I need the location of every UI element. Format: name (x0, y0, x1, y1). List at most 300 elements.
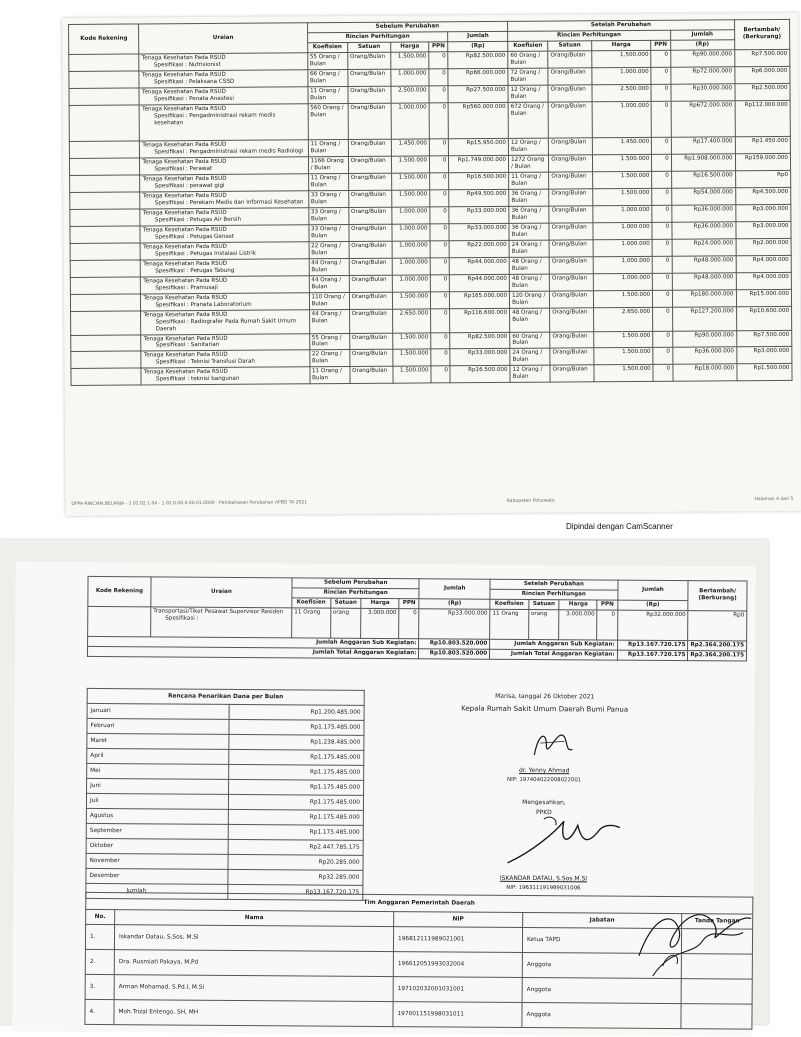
jumlah-cell: Rp90.000.000 (672, 330, 736, 347)
amount-cell: Rp1.175.485.000 (228, 779, 363, 795)
satuan-cell: Orang/Bulan (549, 138, 593, 155)
harga-cell: 1.000.000 (392, 241, 430, 258)
team-name-cell: Dra. Rusmiati Pakaya, M.Pd (114, 950, 393, 977)
selisih-cell: Rp3.000.000 (736, 221, 792, 238)
koefisien-cell: 60 Orang / Bulan (508, 51, 548, 68)
uraian-cell (140, 191, 308, 209)
ppn-cell: 0 (653, 307, 673, 331)
satuan-cell: Orang/Bulan (350, 367, 394, 384)
harga-cell: 1.500.000 (592, 154, 652, 171)
uraian-spec: Spesifikasi : Sanitarian (155, 342, 220, 349)
budget-table-page-2 (87, 576, 748, 662)
harga-cell: 1.500.000 (593, 290, 653, 307)
table-row (88, 606, 747, 641)
ppn-cell: 0 (653, 365, 673, 382)
satuan-cell: orang (330, 608, 361, 638)
selisih-cell: Rp2.000.000 (736, 238, 792, 255)
ppkd-name: ISKANDAR DATAU, S.Sos.M.SI (499, 874, 588, 883)
koefisien-cell: 33 Orang / Bulan (309, 224, 349, 241)
jumlah-cell: Rp33.000.000 (449, 206, 509, 223)
amount-cell: Rp2.447.785.175 (228, 839, 363, 855)
ppn-cell: 0 (431, 308, 451, 332)
footer-doc-id: DPPA-RINCIAN BELANJA - 1.02.02.1.04 - 1.02.0.00.0.00.01.0000 - Pembahasan Perubahan APBD TA 2021 (71, 500, 308, 507)
jumlah-cell: Rp16.500.000 (449, 172, 509, 189)
table-row (69, 100, 790, 141)
header-setelah-2: Setelah Perubahan (490, 579, 618, 590)
ppn-cell: 0 (651, 84, 671, 101)
disbursement-total-label: Jumlah (86, 883, 228, 899)
koefisien-cell: 11 Orang / Bulan (308, 173, 348, 190)
uraian-cell (141, 309, 309, 334)
satuan-cell: Orang/Bulan (348, 86, 392, 103)
selisih-cell: Rp112.000.000 (735, 100, 791, 136)
koefisien-cell: 33 Orang / Bulan (308, 190, 348, 207)
koefisien-cell: 22 Orang / Bulan (309, 241, 349, 258)
harga-cell: 1.500.000 (393, 366, 431, 383)
header-jumlah-p2a: Jumlah (419, 579, 490, 599)
harga-cell: 1.000.000 (593, 222, 653, 239)
harga-cell: 3.000.000 (361, 608, 399, 638)
page-footer (71, 497, 793, 507)
uraian-spec: Spesifikasi : Pengadministrasi rekam medis kesehatan (154, 112, 276, 127)
header-sat-p2a: Satuan (330, 598, 361, 608)
selisih-cell: Rp1.450.000 (735, 136, 791, 153)
jumlah-cell: Rp16.500.000 (450, 366, 510, 383)
header-harga-2: Harga (591, 40, 651, 50)
uraian-spec: Spesifikasi : Petugas Air Bersih (154, 216, 242, 224)
selisih-cell: Rp4.000.000 (736, 272, 792, 289)
budget-team-rows (85, 924, 753, 1029)
month-cell: September (86, 823, 228, 839)
uraian-spec: Spesifikasi : Radiografer Pada Rumah Sakit Umum Daerah (155, 317, 297, 332)
ppkd-nip: NIP: 196311191989031006 (506, 884, 581, 892)
uraian-cell (139, 53, 307, 71)
uraian-spec: Spesifikasi : Teknisi Transfusi Darah (155, 359, 255, 366)
uraian-title: Tenaga Kesehatan Pada RSUD (143, 260, 228, 268)
ppn-cell: 0 (652, 171, 672, 188)
sub-total-after: Rp13.167.720.175 (617, 640, 688, 650)
uraian-cell (140, 104, 308, 141)
uraian-spec: Spesifikasi : Pengadministrasi rekam medis Radiologi (154, 148, 304, 156)
jumlah-cell: Rp82.500.000 (450, 332, 510, 349)
satuan-cell: Orang/Bulan (549, 189, 593, 206)
ppn-cell: 0 (652, 222, 672, 239)
koefisien-cell: 11 Orang / Bulan (310, 367, 350, 384)
header-sat-p2b: Satuan (529, 599, 560, 609)
ppn-cell: 0 (652, 137, 672, 154)
month-cell: Desember (86, 868, 228, 884)
koefisien-cell: 36 Orang / Bulan (509, 206, 549, 223)
ppn-cell: 0 (431, 366, 451, 383)
satuan-cell: orang (528, 609, 559, 639)
jumlah-cell: Rp22.000.000 (450, 240, 510, 257)
kode-cell (69, 88, 140, 105)
koefisien-cell: 24 Orang / Bulan (509, 240, 549, 257)
month-cell: April (87, 748, 229, 764)
harga-cell: 1.500.000 (594, 365, 654, 382)
satuan-cell: Orang/Bulan (347, 52, 391, 69)
satuan-cell: Orang/Bulan (550, 273, 594, 290)
harga-cell: 1.500.000 (393, 292, 431, 309)
uraian-title: Tenaga Kesehatan Pada RSUD (142, 105, 227, 113)
team-nip-cell: 196812111989021001 (393, 927, 522, 953)
budget-team-title: Tim Anggaran Pemerintah Daerah (86, 892, 753, 914)
uraian-spec: Spesifikasi : Petugas Genset (154, 233, 234, 241)
header-sebelum: Sebelum Perubahan (307, 21, 508, 32)
harga-cell: 2.500.000 (391, 86, 429, 103)
harga-cell: 1.000.000 (392, 275, 430, 292)
amount-cell: Rp20.285.000 (228, 854, 363, 870)
kode-cell (71, 351, 142, 368)
team-header-nip: NIP (394, 912, 523, 928)
uraian-title: Tenaga Kesehatan Pada RSUD (142, 192, 227, 200)
uraian-title: Tenaga Kesehatan Pada RSUD (142, 175, 227, 183)
amount-cell: Rp1.175.485.000 (229, 764, 364, 780)
approval-label: Mengesahkan, (522, 798, 566, 807)
uraian-spec: Spesifikasi : Pranata Laboratorium (155, 301, 252, 308)
selisih-cell: Rp15.000.000 (736, 289, 792, 306)
ppn-cell: 0 (429, 52, 449, 69)
ppn-cell: 0 (651, 101, 671, 137)
budget-rows (69, 49, 792, 385)
selisih-cell: Rp7.500.000 (734, 49, 790, 66)
selisih-cell: Rp0 (688, 611, 747, 641)
koefisien-cell: 1166 Orang / Bulan (308, 156, 348, 173)
uraian-title: Tenaga Kesehatan Pada RSUD (141, 88, 226, 96)
harga-cell: 1.500.000 (593, 331, 653, 348)
harga-cell: 1.000.000 (593, 273, 653, 290)
ppn-cell: 0 (430, 274, 450, 291)
signature-block (395, 692, 755, 892)
jumlah-cell: Rp54.000.000 (671, 188, 735, 205)
team-no-cell: 2. (85, 949, 114, 974)
team-header-jabatan: Jabatan (523, 912, 682, 928)
signer-name: dr. Yenny Ahmad (518, 766, 570, 775)
harga-cell: 1.000.000 (392, 224, 430, 241)
uraian-spec: Spesifikasi : Perawat (154, 165, 213, 173)
satuan-cell: Orang/Bulan (550, 290, 594, 307)
koefisien-cell: 44 Orang / Bulan (309, 309, 349, 333)
header-harga-p2b: Harga (559, 600, 597, 610)
kode-cell (70, 277, 141, 294)
harga-cell: 1.000.000 (593, 239, 653, 256)
sub-total-label: Jumlah Anggaran Sub Kegiatan: (88, 636, 419, 648)
team-signature-cell (681, 979, 752, 1004)
uraian-spec: Spesifikasi : Petugas Instalasi Listrik (155, 250, 257, 258)
month-cell: Mei (87, 763, 229, 779)
selisih-cell: Rp4.500.000 (735, 187, 791, 204)
jumlah-cell: Rp48.000.000 (672, 255, 736, 272)
kode-cell (70, 175, 141, 192)
header-satuan-2: Satuan (548, 41, 591, 51)
disbursement-rows (86, 703, 364, 885)
satuan-cell: Orang/Bulan (349, 333, 393, 350)
ppn-cell: 0 (652, 205, 672, 222)
uraian-title: Tenaga Kesehatan Pada RSUD (143, 311, 228, 318)
ppn-cell: 0 (430, 207, 450, 224)
harga-cell: 1.450.000 (391, 139, 429, 156)
satuan-cell: Orang/Bulan (349, 224, 393, 241)
satuan-cell: Orang/Bulan (549, 155, 593, 172)
satuan-cell: Orang/Bulan (550, 348, 594, 365)
selisih-cell: Rp3.000.000 (735, 204, 791, 221)
ppn-cell: 0 (431, 332, 451, 349)
uraian-cell: Transportasi/Tiket Pesawat Supervisor Residen Spesifikasi : (151, 607, 292, 638)
team-name-cell: Moh.Trizal Entengo, SH, MH (114, 1000, 393, 1027)
disbursement-total-value: Rp13.167.720.175 (228, 884, 363, 900)
ppn-cell: 0 (430, 173, 450, 190)
header-kode-2: Kode Rekening (88, 576, 151, 606)
satuan-cell: Orang/Bulan (548, 85, 592, 102)
satuan-cell: Orang/Bulan (348, 103, 392, 139)
satuan-cell: Orang/Bulan (348, 190, 392, 207)
header-rp-2: (Rp) (670, 40, 734, 50)
amount-cell: Rp32.285.000 (228, 869, 363, 885)
grand-total-label-2: Jumlah Total Anggaran Kegiatan: (490, 649, 618, 660)
header-rp-1: (Rp) (448, 41, 508, 51)
satuan-cell: Orang/Bulan (349, 241, 393, 258)
header-bertambah-2: Bertambah/ (Berkurang) (688, 581, 747, 611)
scanned-page-1 (62, 13, 801, 516)
header-jumlah-2: Jumlah (670, 30, 734, 40)
grand-total-label: Jumlah Total Anggaran Kegiatan: (87, 646, 418, 658)
koefisien-cell: 72 Orang / Bulan (508, 68, 548, 85)
uraian-spec: Spesifikasi : teknisi bangunan (155, 376, 240, 383)
kode-cell (70, 226, 141, 243)
harga-cell: 1.500.000 (593, 348, 653, 365)
jumlah-cell: Rp32.000.000 (617, 610, 688, 640)
harga-cell: 1.000.000 (593, 256, 653, 273)
harga-cell: 2.500.000 (592, 84, 652, 101)
satuan-cell: Orang/Bulan (548, 51, 592, 68)
team-no-cell: 3. (85, 974, 114, 999)
month-cell: Februari (87, 718, 229, 734)
month-cell: Agustus (86, 808, 228, 824)
uraian-cell (140, 157, 308, 175)
team-signature-cell (681, 954, 752, 979)
header-uraian-2: Uraian (151, 577, 292, 608)
header-harga-1: Harga (391, 42, 429, 52)
satuan-cell: Orang/Bulan (349, 207, 393, 224)
harga-cell: 3.000.000 (559, 610, 597, 640)
amount-cell: Rp1.175.485.000 (229, 749, 364, 765)
jumlah-cell: Rp90.000.000 (670, 50, 734, 67)
uraian-cell (140, 224, 308, 242)
header-koef-p2b: Koefisien (490, 599, 529, 609)
team-header-ttd: Tanda Tangan (682, 914, 753, 929)
header-satuan-1: Satuan (347, 42, 390, 52)
selisih-cell: Rp2.500.000 (735, 83, 791, 100)
ppn-cell: 0 (430, 240, 450, 257)
signature-head-icon (524, 727, 584, 763)
selisih-cell: Rp7.500.000 (736, 330, 792, 347)
uraian-cell (141, 292, 309, 310)
footer-page-number: Halaman 4 dari 5 (754, 496, 794, 503)
uraian-spec: Spesifikasi : Perekam Medis dan Informasi Kesehatan (154, 199, 304, 207)
jumlah-cell: Rp127.200.000 (672, 306, 736, 330)
paper-sheet (12, 561, 755, 1036)
uraian-cell (139, 87, 307, 105)
harga-cell: 1.500.000 (392, 173, 430, 190)
footer-region: Kabupaten Pohuwato (506, 498, 555, 504)
harga-cell: 1.000.000 (392, 258, 430, 275)
harga-cell: 2.650.000 (593, 307, 653, 331)
satuan-cell: Orang/Bulan (549, 256, 593, 273)
harga-cell: 1.000.000 (392, 207, 430, 224)
ppn-cell: 0 (653, 290, 673, 307)
header-jumlah-p2b: Jumlah (617, 580, 688, 600)
uraian-cell (139, 70, 307, 88)
kode-cell (70, 192, 141, 209)
uraian-spec: Spesifikasi : perawat gigi (154, 182, 225, 190)
koefisien-cell: 11 Orang / Bulan (308, 139, 348, 156)
jumlah-cell: Rp180.000.000 (672, 289, 736, 306)
ppn-cell: 0 (430, 257, 450, 274)
jumlah-cell: Rp1.908.000.000 (671, 154, 735, 171)
koefisien-cell: 55 Orang / Bulan (307, 52, 347, 69)
uraian-cell (141, 275, 309, 293)
satuan-cell: Orang/Bulan (549, 172, 593, 189)
selisih-cell: Rp1.500.000 (737, 364, 793, 381)
koefisien-cell: 11 Orang (490, 609, 529, 639)
satuan-cell: Orang/Bulan (549, 239, 593, 256)
kode-cell (69, 158, 140, 175)
disbursement-plan-table (85, 688, 364, 901)
month-cell: Januari (87, 703, 229, 719)
harga-cell: 1.500.000 (592, 171, 652, 188)
selisih-cell: Rp0 (735, 170, 791, 187)
uraian-title: Tenaga Kesehatan Pada RSUD (142, 158, 227, 166)
jumlah-cell: Rp27.500.000 (448, 85, 508, 102)
sub-total-diff: Rp2.364.200.175 (688, 641, 747, 651)
harga-cell: 2.650.000 (393, 308, 431, 332)
header-koefisien-2: Koefisien (508, 41, 548, 51)
koefisien-cell: 11 Orang / Bulan (308, 86, 348, 103)
team-name-cell: Arman Mohamad, S.Pd.I, M.SI (114, 975, 393, 1002)
koefisien-cell: 48 Orang / Bulan (510, 308, 550, 332)
team-nip-cell: 196612051993032004 (393, 952, 522, 978)
ppn-cell: 0 (429, 86, 449, 103)
harga-cell: 1.450.000 (592, 137, 652, 154)
team-header-nama: Nama (115, 910, 394, 927)
koefisien-cell: 120 Orang / Bulan (509, 291, 549, 308)
satuan-cell: Orang/Bulan (550, 331, 594, 348)
uraian-cell (141, 258, 309, 276)
uraian-spec: Spesifikasi : Pramusaji (155, 284, 218, 291)
amount-cell: Rp1.238.485.000 (229, 734, 364, 750)
uraian-title: Tenaga Kesehatan Pada RSUD (143, 335, 228, 342)
ppn-cell: 0 (652, 188, 672, 205)
koefisien-cell: 12 Orang / Bulan (508, 85, 548, 102)
month-cell: November (86, 853, 228, 869)
team-nip-cell: 197102032001031001 (393, 977, 522, 1003)
sub-total-label-2: Jumlah Anggaran Sub Kegiatan: (490, 639, 618, 650)
team-jabatan-cell: Ketua TAPD (522, 927, 681, 953)
place-date: Marisa, tanggal 26 Oktober 2021 (495, 692, 595, 701)
ppn-cell: 0 (429, 69, 449, 86)
selisih-cell: Rp10.600.000 (736, 306, 792, 330)
harga-cell: 1.500.000 (393, 332, 431, 349)
camscanner-watermark: Dipindai dengan CamScanner (566, 522, 673, 531)
ppn-cell: 0 (431, 349, 451, 366)
uraian-cell (140, 174, 308, 192)
header-ppn-p2a: PPN (399, 599, 419, 609)
header-uraian: Uraian (139, 23, 307, 54)
kode-cell (70, 294, 141, 311)
team-jabatan-cell: Anggota (522, 977, 681, 1003)
header-ppn-1: PPN (429, 42, 448, 52)
jumlah-cell: Rp17.400.000 (671, 137, 735, 154)
koefisien-cell: 36 Orang / Bulan (509, 223, 549, 240)
jumlah-cell: Rp66.000.000 (448, 68, 508, 85)
satuan-cell: Orang/Bulan (348, 69, 392, 86)
team-signature-cell (681, 1004, 752, 1029)
harga-cell: 1.000.000 (591, 67, 651, 84)
ppn-cell: 0 (430, 224, 450, 241)
team-name-cell: Iskandar Datau, S.Sos, M.SI (114, 925, 393, 952)
header-koefisien-1: Koefisien (307, 42, 347, 52)
team-header-no: No. (86, 909, 115, 924)
month-cell: Oktober (86, 838, 228, 854)
uraian-title: Tenaga Kesehatan Pada RSUD (143, 277, 228, 285)
koefisien-cell: 44 Orang / Bulan (309, 258, 349, 275)
ppn-cell: 0 (430, 291, 450, 308)
uraian-title: Tenaga Kesehatan Pada RSUD (142, 209, 227, 217)
jumlah-cell: Rp1.749.000.000 (449, 155, 509, 172)
koefisien-cell: 12 Orang / Bulan (510, 366, 550, 383)
kode-cell (71, 311, 142, 335)
header-rincian-2: Rincian Perhitungan (508, 30, 671, 41)
uraian-title: Tenaga Kesehatan Pada RSUD (141, 71, 226, 79)
ppn-cell: 0 (430, 190, 450, 207)
ppn-cell: 0 (597, 610, 617, 640)
ppn-cell: 0 (652, 239, 672, 256)
ppn-cell: 0 (651, 67, 671, 84)
budget-table-page-1 (68, 19, 793, 386)
jumlah-cell: Rp48.000.000 (672, 272, 736, 289)
grand-total-after: Rp13.167.720.175 (617, 650, 688, 660)
koefisien-cell: 24 Orang / Bulan (510, 349, 550, 366)
month-cell: Juni (87, 778, 229, 794)
team-row (85, 999, 752, 1029)
ppn-cell: 0 (653, 331, 673, 348)
uraian-cell (141, 241, 309, 259)
koefisien-cell: 110 Orang / Bulan (309, 292, 349, 309)
jumlah-cell: Rp33.000.000 (450, 349, 510, 366)
uraian-title: Tenaga Kesehatan Pada RSUD (142, 226, 227, 234)
uraian-cell (140, 140, 308, 158)
header-ppn-p2b: PPN (597, 600, 617, 610)
header-rp-p2b: (Rp) (617, 600, 688, 610)
team-no-cell: 4. (85, 999, 114, 1024)
koefisien-cell: 12 Orang / Bulan (508, 138, 548, 155)
uraian-title: Tenaga Kesehatan Pada RSUD (142, 141, 227, 149)
header-bertambah: Bertambah/ (Berkurang) (734, 19, 790, 49)
uraian-spec: Spesifikasi : Nutrisionist (153, 61, 221, 69)
satuan-cell: Orang/Bulan (550, 365, 594, 382)
jumlah-cell: Rp18.000.000 (673, 364, 737, 381)
koefisien-cell: 11 Orang / Bulan (509, 172, 549, 189)
kode-cell (70, 243, 141, 260)
satuan-cell: Orang/Bulan (549, 223, 593, 240)
kode-cell (71, 334, 142, 351)
signer-title: Kepala Rumah Sakit Umum Daerah Bumi Panua (461, 704, 629, 714)
amount-cell: Rp1.175.485.000 (228, 824, 363, 840)
koefisien-cell: 672 Orang / Bulan (508, 102, 548, 138)
satuan-cell: Orang/Bulan (349, 292, 393, 309)
koefisien-cell: 44 Orang / Bulan (309, 275, 349, 292)
ppn-cell: 0 (652, 154, 672, 171)
